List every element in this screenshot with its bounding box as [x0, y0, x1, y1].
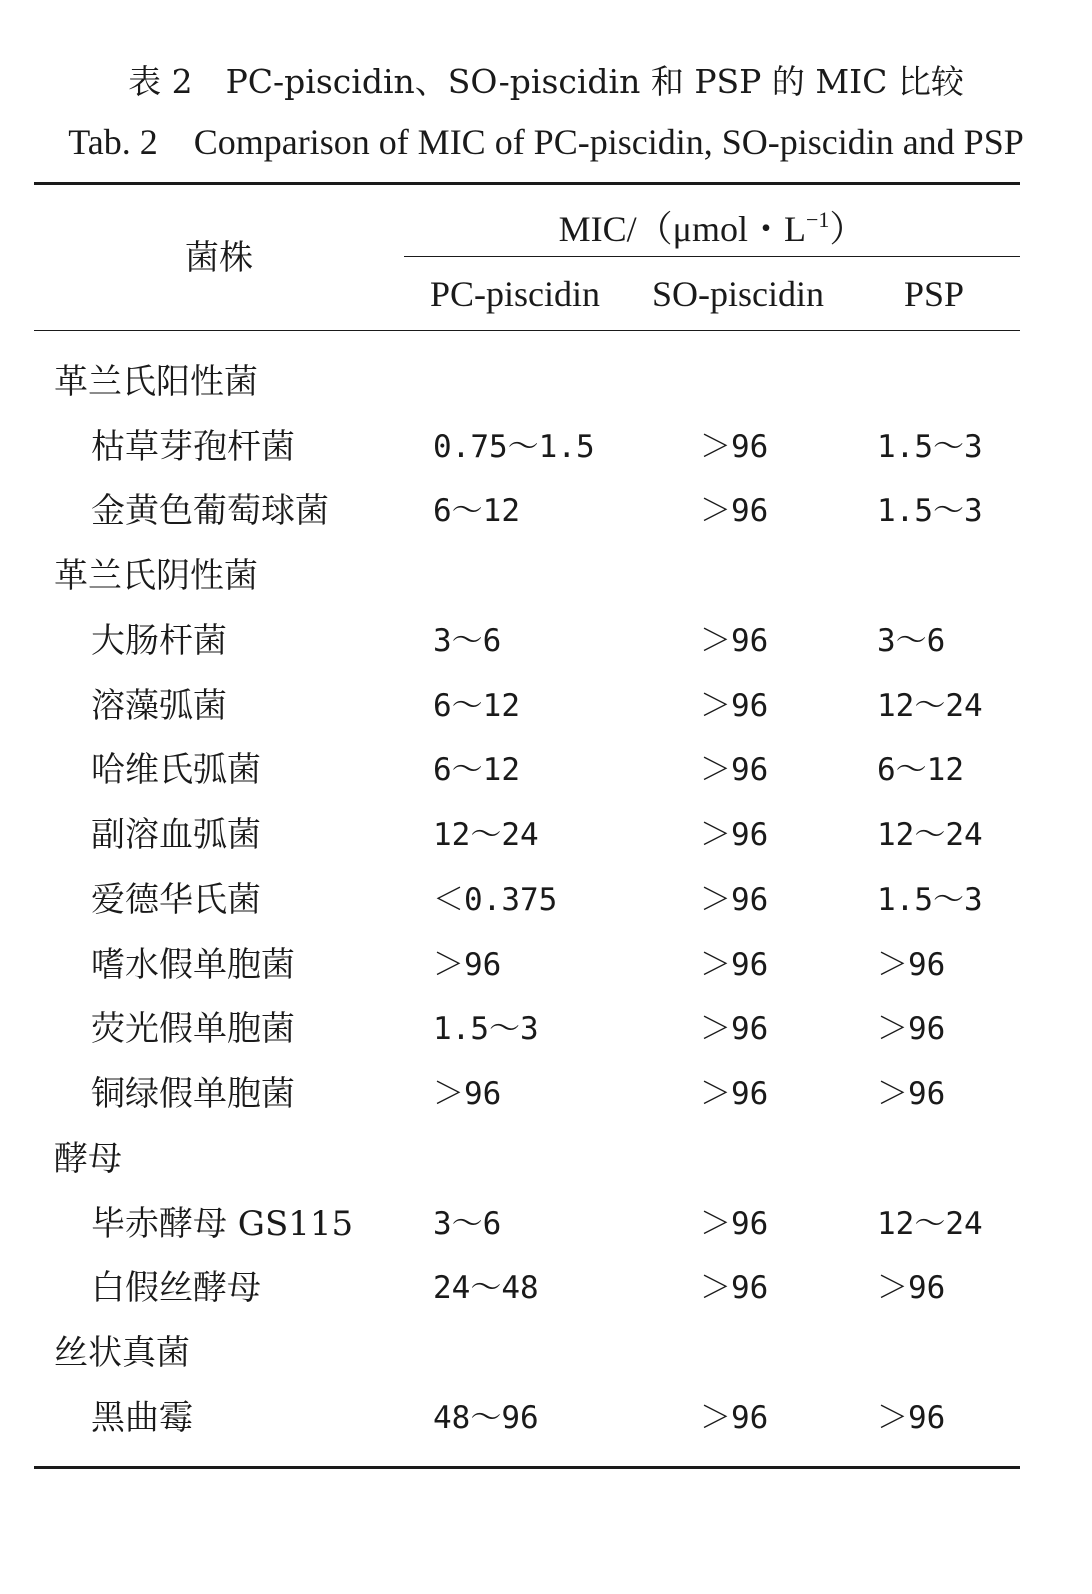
- strain-name: 黑曲霉: [91, 1398, 193, 1438]
- table-row: [0, 422, 1092, 472]
- header-pc-piscidin: PC-piscidin: [430, 274, 601, 314]
- so-piscidin-value: ＞96: [700, 1206, 769, 1242]
- table-row: [0, 1199, 1092, 1249]
- table-title-chinese: 表 2 PC-piscidin、SO-piscidin 和 PSP 的 MIC 比较: [128, 62, 964, 101]
- table-row: [0, 1263, 1092, 1313]
- psp-value: ＞96: [877, 947, 946, 983]
- pc-piscidin-value: 6～12: [433, 752, 520, 788]
- pc-piscidin-value: ＞96: [433, 947, 502, 983]
- top-rule: [34, 182, 1020, 185]
- group-name: 酵母: [54, 1139, 122, 1179]
- so-piscidin-value: ＞96: [700, 1011, 769, 1047]
- header-mic-unit: [404, 198, 1020, 251]
- table-row: [0, 745, 1092, 795]
- psp-value: 1.5～3: [877, 882, 983, 918]
- psp-value: ＞96: [877, 1400, 946, 1436]
- table-row: [0, 616, 1092, 666]
- group-row: [0, 357, 1092, 407]
- table-row: [0, 875, 1092, 925]
- psp-value: 12～24: [877, 1206, 983, 1242]
- group-name: 革兰氏阳性菌: [54, 362, 258, 402]
- group-row: [0, 1134, 1092, 1184]
- so-piscidin-value: ＞96: [700, 1076, 769, 1112]
- header-strain: 菌株: [185, 238, 253, 278]
- pc-piscidin-value: 3～6: [433, 1206, 502, 1242]
- psp-value: ＞96: [877, 1011, 946, 1047]
- table-row: [0, 1069, 1092, 1119]
- group-name: 丝状真菌: [54, 1333, 190, 1373]
- table-row: [0, 486, 1092, 536]
- pc-piscidin-value: 24～48: [433, 1270, 539, 1306]
- group-name: 革兰氏阴性菌: [54, 556, 258, 596]
- header-unit-prefix: MIC/（μmol・L: [558, 209, 806, 249]
- pc-piscidin-value: 1.5～3: [433, 1011, 539, 1047]
- group-row: [0, 551, 1092, 601]
- so-piscidin-value: ＞96: [700, 882, 769, 918]
- strain-name: 副溶血弧菌: [91, 815, 261, 855]
- psp-value: 12～24: [877, 688, 983, 724]
- psp-value: 1.5～3: [877, 429, 983, 465]
- psp-value: 1.5～3: [877, 493, 983, 529]
- pc-piscidin-value: 0.75～1.5: [433, 429, 595, 465]
- pc-piscidin-value: ＞96: [433, 1076, 502, 1112]
- header-unit-suffix: ）: [829, 209, 866, 249]
- header-so-piscidin: SO-piscidin: [652, 274, 825, 314]
- pc-piscidin-value: 12～24: [433, 817, 539, 853]
- group-row: [0, 1328, 1092, 1378]
- pc-piscidin-value: 48～96: [433, 1400, 539, 1436]
- psp-value: ＞96: [877, 1076, 946, 1112]
- strain-name: 铜绿假单胞菌: [91, 1074, 295, 1114]
- so-piscidin-value: ＞96: [700, 688, 769, 724]
- so-piscidin-value: ＞96: [700, 429, 769, 465]
- pc-piscidin-value: 3～6: [433, 623, 502, 659]
- table-row: [0, 1393, 1092, 1443]
- table-row: [0, 681, 1092, 731]
- strain-name: 溶藻弧菌: [91, 686, 227, 726]
- strain-name: 枯草芽孢杆菌: [91, 427, 295, 467]
- strain-name: 毕赤酵母 GS115: [91, 1204, 354, 1244]
- pc-piscidin-value: ＜0.375: [433, 882, 558, 918]
- header-psp: PSP: [904, 274, 965, 314]
- pc-piscidin-value: 6～12: [433, 688, 520, 724]
- strain-name: 大肠杆菌: [91, 621, 227, 661]
- bottom-rule: [34, 1466, 1020, 1469]
- strain-name: 爱德华氏菌: [91, 880, 261, 920]
- psp-value: 12～24: [877, 817, 983, 853]
- so-piscidin-value: ＞96: [700, 1270, 769, 1306]
- strain-name: 哈维氏弧菌: [91, 750, 261, 790]
- table-row: [0, 1004, 1092, 1054]
- strain-name: 白假丝酵母: [91, 1268, 261, 1308]
- psp-value: ＞96: [877, 1270, 946, 1306]
- so-piscidin-value: ＞96: [700, 817, 769, 853]
- strain-name: 金黄色葡萄球菌: [91, 491, 329, 531]
- header-span-rule: [404, 256, 1020, 257]
- so-piscidin-value: ＞96: [700, 493, 769, 529]
- strain-name: 嗜水假单胞菌: [91, 945, 295, 985]
- psp-value: 3～6: [877, 623, 946, 659]
- so-piscidin-value: ＞96: [700, 1400, 769, 1436]
- pc-piscidin-value: 6～12: [433, 493, 520, 529]
- header-bottom-rule: [34, 330, 1020, 331]
- psp-value: 6～12: [877, 752, 964, 788]
- strain-name: 荧光假单胞菌: [91, 1009, 295, 1049]
- table-row: [0, 940, 1092, 990]
- so-piscidin-value: ＞96: [700, 752, 769, 788]
- table-title-english: Tab. 2 Comparison of MIC of PC-piscidin, SO-piscidin and PSP: [68, 122, 1024, 162]
- header-unit-exponent: −1: [805, 207, 830, 232]
- table-row: [0, 810, 1092, 860]
- so-piscidin-value: ＞96: [700, 947, 769, 983]
- so-piscidin-value: ＞96: [700, 623, 769, 659]
